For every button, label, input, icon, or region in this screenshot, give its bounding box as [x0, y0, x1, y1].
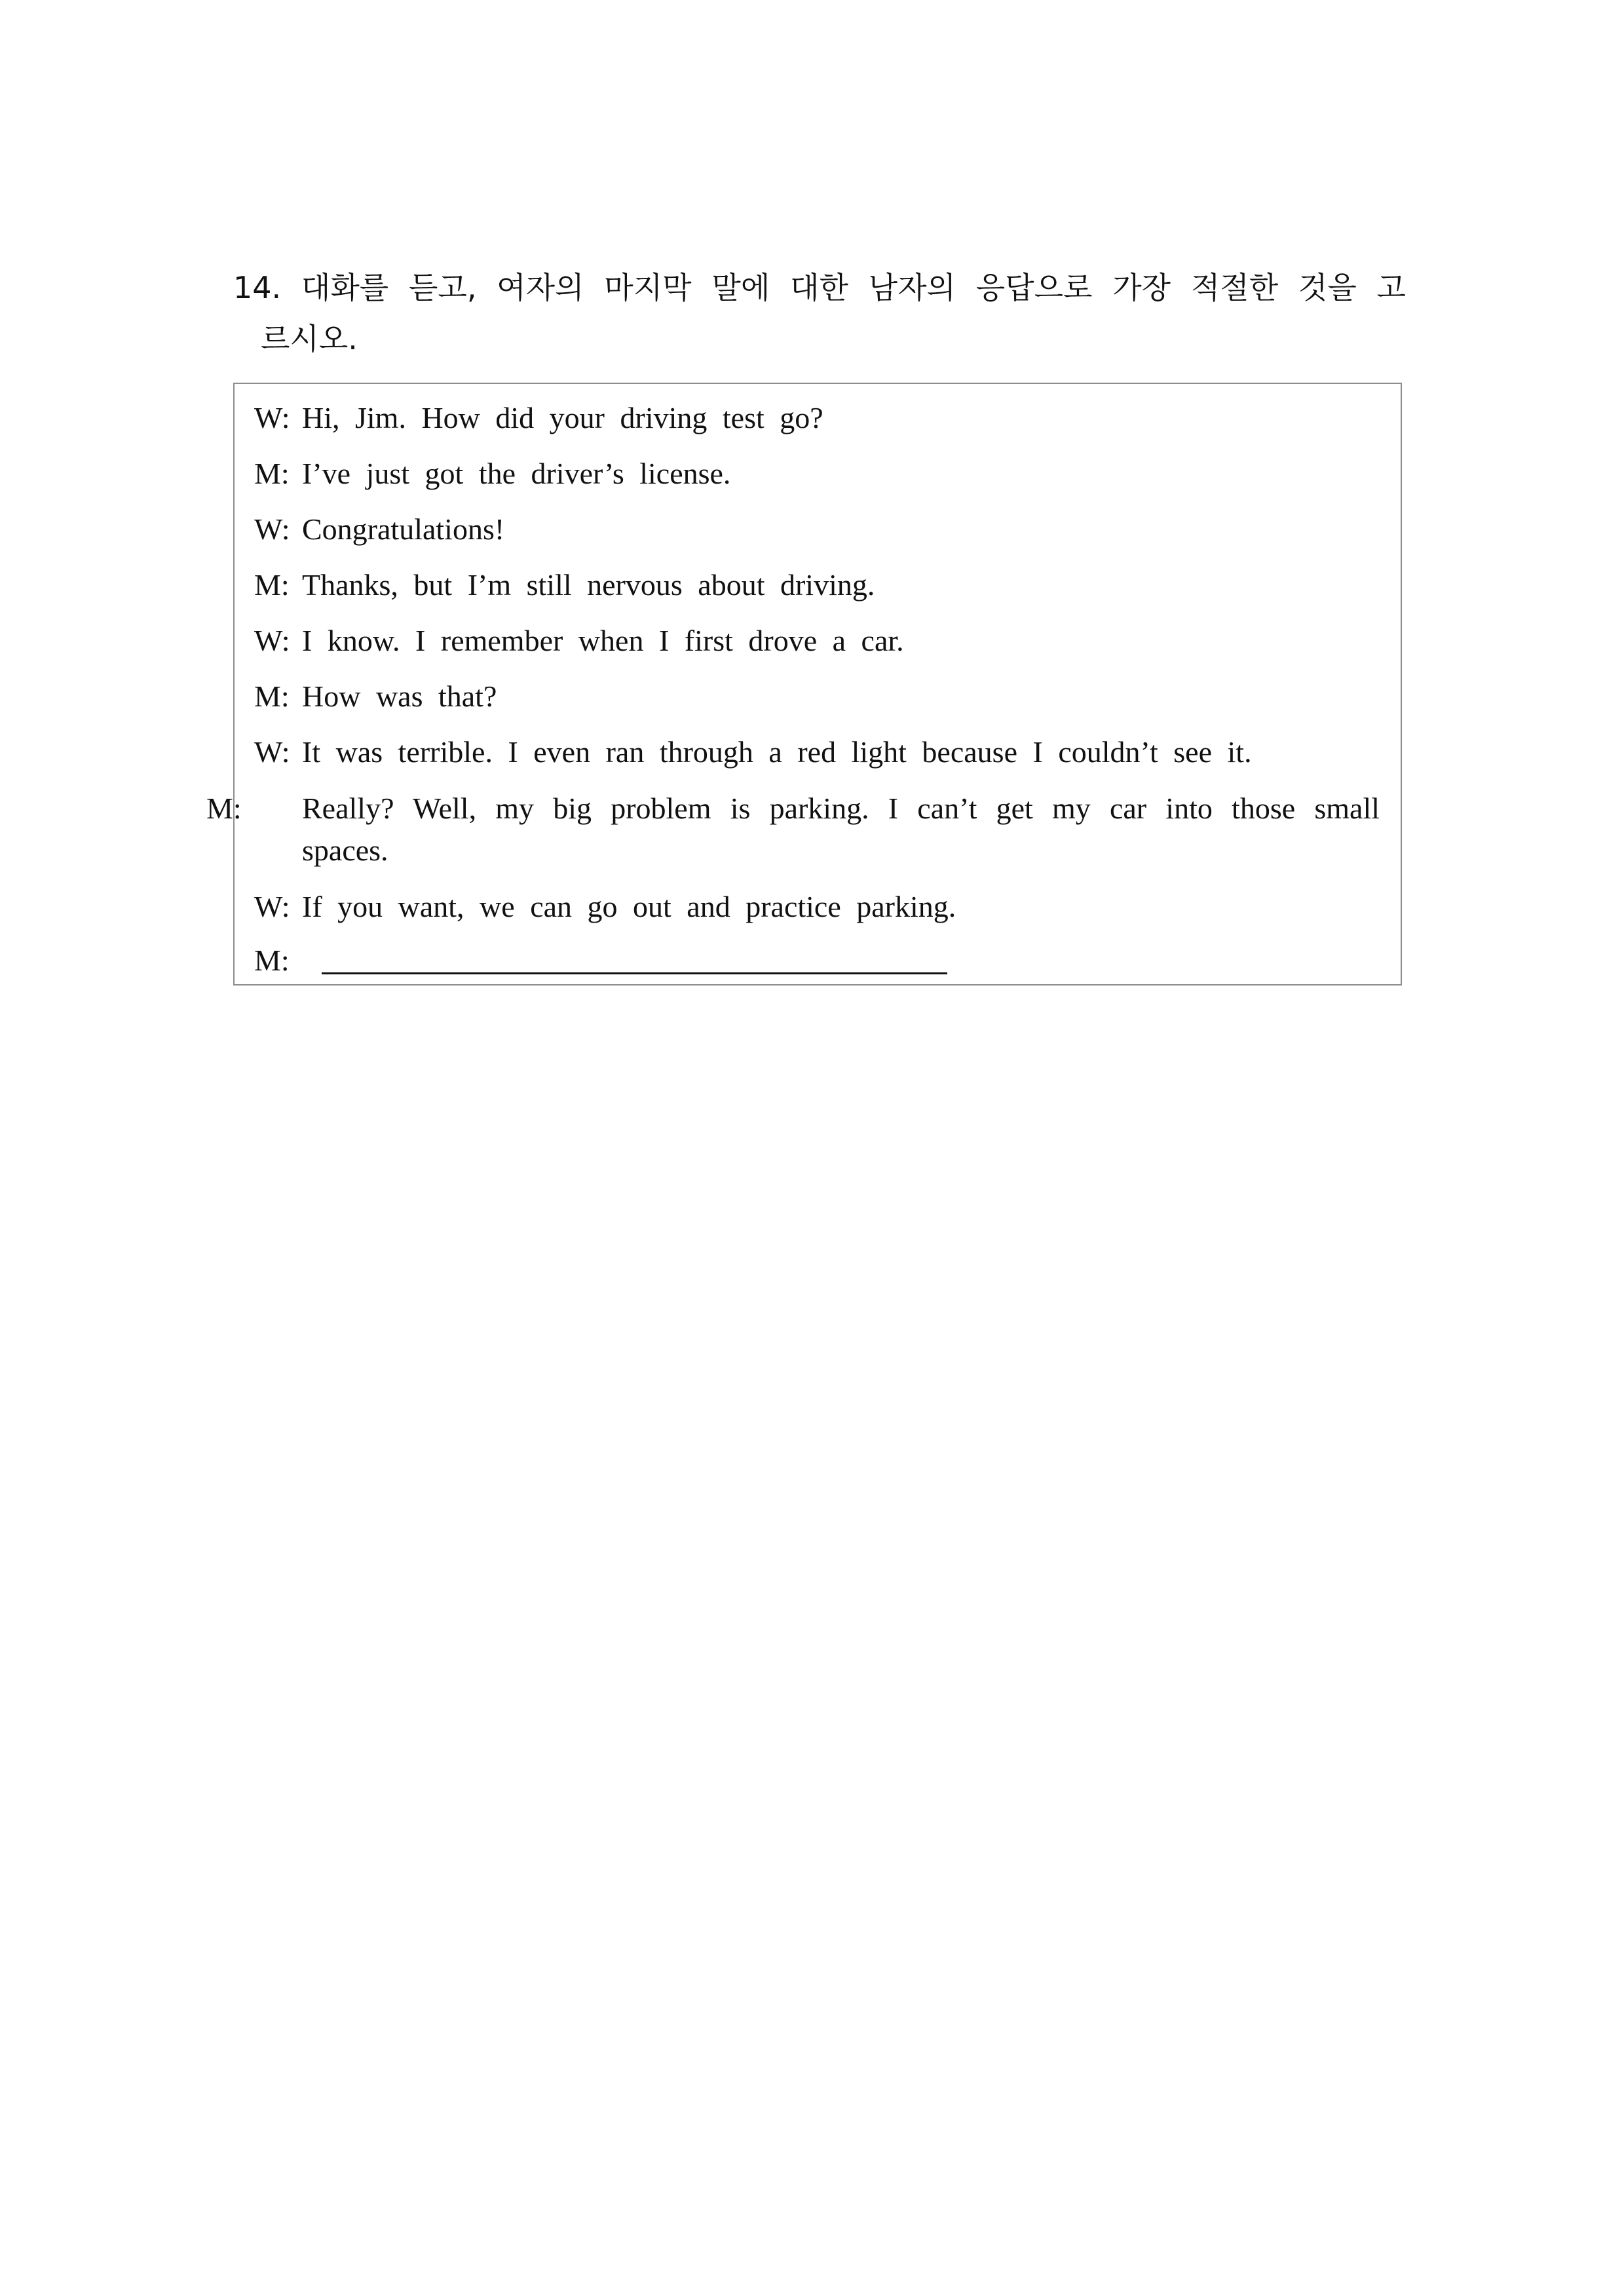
dialog-line	[254, 731, 1380, 773]
dialog-box	[206, 383, 1402, 985]
dialog-text: Congratulations!	[302, 512, 505, 546]
dialog-text: Thanks, but I’m still nervous about driving.	[302, 568, 875, 602]
speaker-label: W:	[254, 624, 290, 657]
speaker-label: W:	[254, 512, 290, 546]
speaker-label: M:	[254, 944, 290, 977]
question-prompt	[233, 262, 1406, 364]
speaker-label: W:	[254, 401, 290, 434]
dialog-line-answer	[254, 940, 1380, 982]
dialog-text: It was terrible. I even ran through a red light because I couldn’t see it.	[302, 735, 1252, 769]
speaker-label: M:	[206, 792, 242, 825]
speaker-label: M:	[254, 679, 290, 713]
dialog-text: I’ve just got the driver’s license.	[302, 457, 731, 490]
dialog-line	[206, 788, 1380, 871]
dialog-text: I know. I remember when I first drove a car.	[302, 624, 904, 657]
dialog-text: How was that?	[302, 679, 497, 713]
speaker-label: M:	[254, 457, 290, 490]
question-line-1: 14. 대화를 듣고, 여자의 마지막 말에 대한 남자의 응답으로 가장 적절한 것을 고	[233, 270, 1406, 305]
dialog-text: Hi, Jim. How did your driving test go?	[302, 401, 823, 434]
speaker-label: M:	[254, 568, 290, 602]
answer-blank-line	[322, 972, 947, 974]
dialog-line	[254, 508, 1380, 550]
dialog-line	[254, 453, 1380, 495]
speaker-label: W:	[254, 890, 290, 923]
dialog-line	[254, 676, 1380, 718]
dialog-line	[254, 620, 1380, 662]
dialog-text: Really? Well, my big problem is parking. I can’t get my car into those small spaces.	[302, 792, 1380, 867]
speaker-label: W:	[254, 735, 290, 769]
dialog-line	[254, 397, 1380, 439]
question-line-2: 르시오.	[261, 321, 358, 356]
dialog-line	[254, 564, 1380, 606]
dialog-line	[254, 886, 1380, 928]
dialog-text: If you want, we can go out and practice parking.	[302, 890, 956, 923]
